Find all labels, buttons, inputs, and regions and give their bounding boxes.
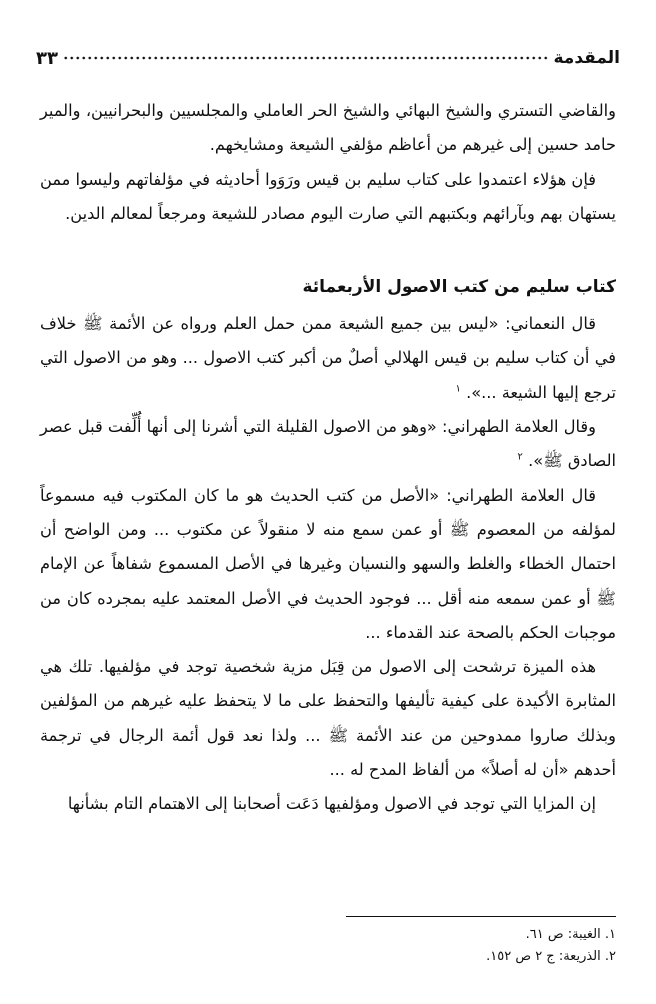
footnote: ٢. الذريعة: ج ٢ ص ١٥٢. [486,949,616,964]
footnote-marker: ٢ [517,451,523,463]
leader-dots [64,51,548,65]
footnotes [40,924,616,968]
running-header [36,46,620,70]
paragraph: فإن هؤلاء اعتمدوا على كتاب سليم بن قيس ورَوَوا أحاديثه في مؤلفاتهم وليسوا ممن يستهان بهم وبآرائهم وبكتبهم التي صارت اليوم مصادر للشيعة ومرجعاً لمعالم الدين. [40,169,616,223]
paragraph: والقاضي التستري والشيخ البهائي والشيخ الحر العاملي والمجلسيين والبحرانيين، والمير حامد حسين إلى غيرهم من أعاظم مؤلفي الشيعة ومشايخهم. [40,101,616,155]
footnote-separator [346,916,616,917]
body-text [40,94,616,822]
page-number: ٣٣ [36,47,58,69]
quote-paragraph: قال النعماني: «ليس بين جميع الشيعة ممن حمل العلم ورواه عن الأئمة ﷺ خلاف في أن كتاب سليم بن قيس الهلالي أصلٌ من أكبر كتب الاصول ... وهو من الاصول التي ترجع إليها الشيعة ...». $^١$ [40,314,616,402]
section-title: المقدمة [553,48,620,68]
footnote: ١. الغيبة: ص ٦١. [525,927,616,942]
footnote-marker: ١ [455,383,461,395]
paragraph: هذه الميزة ترشحت إلى الاصول من قِبَل مزية شخصية توجد في مؤلفيها. تلك هي المثابرة الأكيدة على كيفية تأليفها والتحفظ على ما لا يتحفظ عليه غيرهم من المؤلفين وبذلك صاروا ممدوحين من عند الأئمة ﷺ ... ولذا نعد قول أئمة الرجال في ترجمة أحدهم «أن له أصلاً» من ألفاظ المدح له ... [40,657,616,780]
quote-paragraph: وقال العلامة الطهراني: «وهو من الاصول القليلة التي أشرنا إلى أنها أُلِّفت قبل عصر الصادق ﷺ». $^٢$ [40,417,616,471]
paragraph: إن المزايا التي توجد في الاصول ومؤلفيها دَعَت أصحابنا إلى الاهتمام التام بشأنها [67,794,596,814]
paragraph: قال العلامة الطهراني: «الأصل من كتب الحديث هو ما كان المكتوب فيه مسموعاً لمؤلفه من المعصوم ﷺ أو عمن سمع منه لا منقولاً عن مكتوب ... ومن الواضح أن احتمال الخطاء والغلط والسهو والنسيان وغيرها في الأصل المسموع شفاهاً عن الإمام ﷺ أو عمن سمعه منه أقل ... فوجود الحديث في الأصل المعتمد عليه بمجرده كان من موجبات الحكم بالصحة عند القدماء ... [40,485,616,642]
section-heading: كتاب سليم من كتب الاصول الأربعمائة [302,277,616,298]
